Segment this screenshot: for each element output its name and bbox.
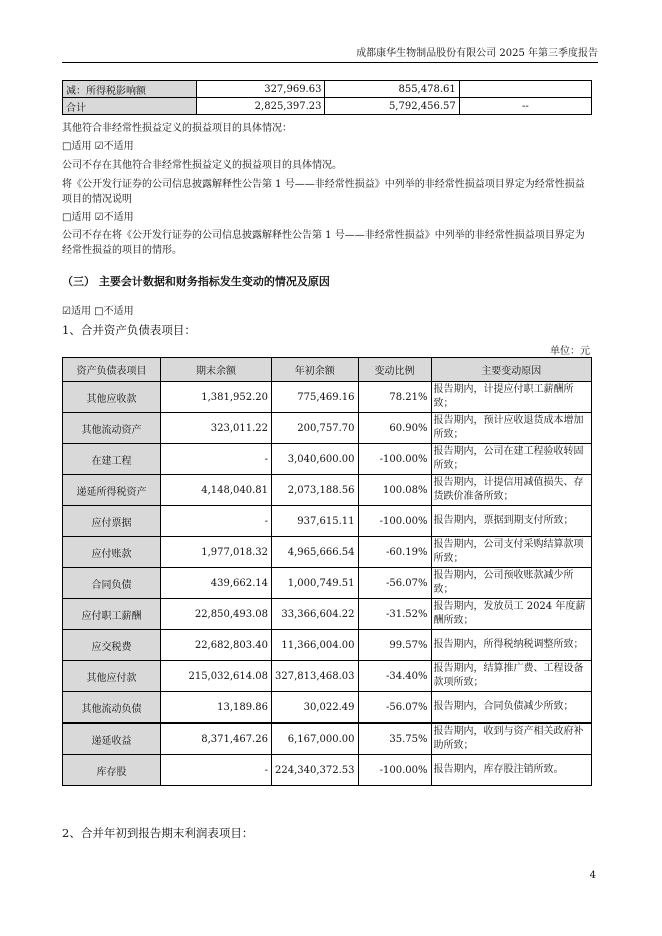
- table-row: [63, 81, 592, 98]
- table-row: [63, 692, 592, 724]
- row-item-name: 递延所得税资产: [63, 475, 161, 506]
- end-balance: 215,032,614.08: [161, 661, 272, 692]
- row-item-name: 在建工程: [63, 444, 161, 475]
- cell-value: 327,969.63: [197, 81, 325, 98]
- balance-sheet-changes-table: [62, 357, 592, 786]
- cell-value: 2,825,397.23: [197, 98, 325, 115]
- change-ratio: -60.19%: [358, 537, 431, 568]
- begin-balance: 33,366,604.22: [272, 599, 359, 630]
- cell-value: 855,478.61: [325, 81, 459, 98]
- row-item-name: 其他应付款: [63, 661, 161, 692]
- section-title: （三） 主要会计数据和财务指标发生变动的情况及原因: [62, 275, 330, 288]
- row-item-name: 应付账款: [63, 537, 161, 568]
- change-ratio: -34.40%: [358, 661, 431, 692]
- unit-label: 单位：元: [550, 346, 590, 357]
- change-reason: 报告期内，收到与资产相关政府补助所致；: [431, 723, 591, 755]
- row-item-name: 递延收益: [63, 723, 161, 755]
- table-row: [63, 723, 592, 755]
- column-header: 期末余额: [161, 358, 272, 382]
- table-row: [63, 506, 592, 537]
- change-reason: 报告期内，库存股注销所致。: [431, 755, 591, 786]
- row-item-name: 其他流动负债: [63, 692, 161, 724]
- change-reason: 报告期内，所得税纳税调整所致；: [431, 630, 591, 661]
- table-row: [63, 382, 592, 413]
- cell-value: --: [459, 98, 591, 115]
- change-ratio: 35.75%: [358, 723, 431, 755]
- end-balance: 4,148,040.81: [161, 475, 272, 506]
- begin-balance: 200,757.70: [272, 413, 359, 444]
- change-ratio: 99.57%: [358, 630, 431, 661]
- change-reason: 报告期内，票据到期支付所致；: [431, 506, 591, 537]
- table-row: [63, 413, 592, 444]
- change-reason: 报告期内，公司预收账款减少所致；: [431, 568, 591, 599]
- change-reason: 报告期内，公司支付采购结算款项所致；: [431, 537, 591, 568]
- end-balance: 1,977,018.32: [161, 537, 272, 568]
- change-ratio: -100.00%: [358, 506, 431, 537]
- paragraph: 公司不存在其他符合非经常性损益定义的损益项目的具体情况。: [62, 160, 342, 171]
- change-ratio: -100.00%: [358, 755, 431, 786]
- end-balance: 1,381,952.20: [161, 382, 272, 413]
- column-header: 变动比例: [358, 358, 431, 382]
- row-item-name: 合同负债: [63, 568, 161, 599]
- table-row: [63, 599, 592, 630]
- end-balance: 439,662.14: [161, 568, 272, 599]
- begin-balance: 30,022.49: [272, 692, 359, 724]
- change-reason: 报告期内，发放员工 2024 年度薪酬所致；: [431, 599, 591, 630]
- change-ratio: -56.07%: [358, 568, 431, 599]
- page-number: 4: [589, 870, 596, 881]
- table-row: [63, 98, 592, 115]
- change-reason: 报告期内，公司在建工程验收转固所致；: [431, 444, 591, 475]
- change-ratio: -56.07%: [358, 692, 431, 724]
- begin-balance: 1,000,749.51: [272, 568, 359, 599]
- begin-balance: 4,965,666.54: [272, 537, 359, 568]
- paragraph: 公司不存在将《公开发行证券的公司信息披露解释性公告第 1 号——非经常性损益》中列举的非经常性损益项目界定为经常性损益的项目的情形。: [62, 230, 585, 256]
- row-label: 减：所得税影响额: [63, 81, 197, 98]
- change-ratio: -31.52%: [358, 599, 431, 630]
- end-balance: 13,189.86: [161, 692, 272, 724]
- table-row: [63, 661, 592, 692]
- cell-value: [459, 81, 591, 98]
- end-balance: -: [161, 755, 272, 786]
- begin-balance: 937,615.11: [272, 506, 359, 537]
- change-ratio: 78.21%: [358, 382, 431, 413]
- paragraph: 其他符合非经常性损益定义的损益项目的具体情况：: [62, 123, 292, 134]
- end-balance: 22,850,493.08: [161, 599, 272, 630]
- row-item-name: 其他流动资产: [63, 413, 161, 444]
- column-header: 资产负债表项目: [63, 358, 161, 382]
- column-header: 主要变动原因: [431, 358, 591, 382]
- end-balance: 8,371,467.26: [161, 723, 272, 755]
- begin-balance: 2,073,188.56: [272, 475, 359, 506]
- row-item-name: 其他应收款: [63, 382, 161, 413]
- table-row: [63, 444, 592, 475]
- row-item-name: 应交税费: [63, 630, 161, 661]
- change-reason: 报告期内，结算推广费、工程设备款项所致；: [431, 661, 591, 692]
- table-row: [63, 568, 592, 599]
- change-reason: 报告期内，合同负债减少所致；: [431, 692, 591, 724]
- row-item-name: 应付票据: [63, 506, 161, 537]
- end-balance: 323,011.22: [161, 413, 272, 444]
- change-ratio: -100.00%: [358, 444, 431, 475]
- non-recurring-table: [62, 80, 592, 115]
- change-ratio: 100.08%: [358, 475, 431, 506]
- paragraph: 将《公开发行证券的公司信息披露解释性公告第 1 号——非经常性损益》中列举的非经常性损益项目界定为经常性损益项目的情况说明: [62, 179, 585, 205]
- applicable-checkbox-line: □适用 ☑不适用: [62, 141, 134, 152]
- applicable-checkbox-line: □适用 ☑不适用: [62, 212, 134, 223]
- begin-balance: 775,469.16: [272, 382, 359, 413]
- row-item-name: 应付职工薪酬: [63, 599, 161, 630]
- change-reason: 报告期内，计提应付职工薪酬所致；: [431, 382, 591, 413]
- begin-balance: 3,040,600.00: [272, 444, 359, 475]
- end-balance: -: [161, 444, 272, 475]
- column-header: 年初余额: [272, 358, 359, 382]
- end-balance: -: [161, 506, 272, 537]
- subsection-title: 2、合并年初到报告期末利润表项目：: [62, 826, 254, 840]
- page-header: 成都康华生物制品股份有限公司 2025 年第三季度报告: [62, 44, 598, 63]
- table-row: [63, 755, 592, 786]
- begin-balance: 224,340,372.53: [272, 755, 359, 786]
- applicable-checkbox-line: ☑适用 □不适用: [62, 306, 134, 317]
- table-header-row: [63, 358, 592, 382]
- change-ratio: 60.90%: [358, 413, 431, 444]
- begin-balance: 327,813,468.03: [272, 661, 359, 692]
- subsection-title: 1、合并资产负债表项目：: [62, 323, 196, 337]
- table-row: [63, 630, 592, 661]
- row-label: 合计: [63, 98, 197, 115]
- end-balance: 22,682,803.40: [161, 630, 272, 661]
- begin-balance: 11,366,004.00: [272, 630, 359, 661]
- change-reason: 报告期内，计提信用减值损失、存货跌价准备所致；: [431, 475, 591, 506]
- row-item-name: 库存股: [63, 755, 161, 786]
- begin-balance: 6,167,000.00: [272, 723, 359, 755]
- table-row: [63, 537, 592, 568]
- table-row: [63, 475, 592, 506]
- change-reason: 报告期内，预计应收退货成本增加所致；: [431, 413, 591, 444]
- cell-value: 5,792,456.57: [325, 98, 459, 115]
